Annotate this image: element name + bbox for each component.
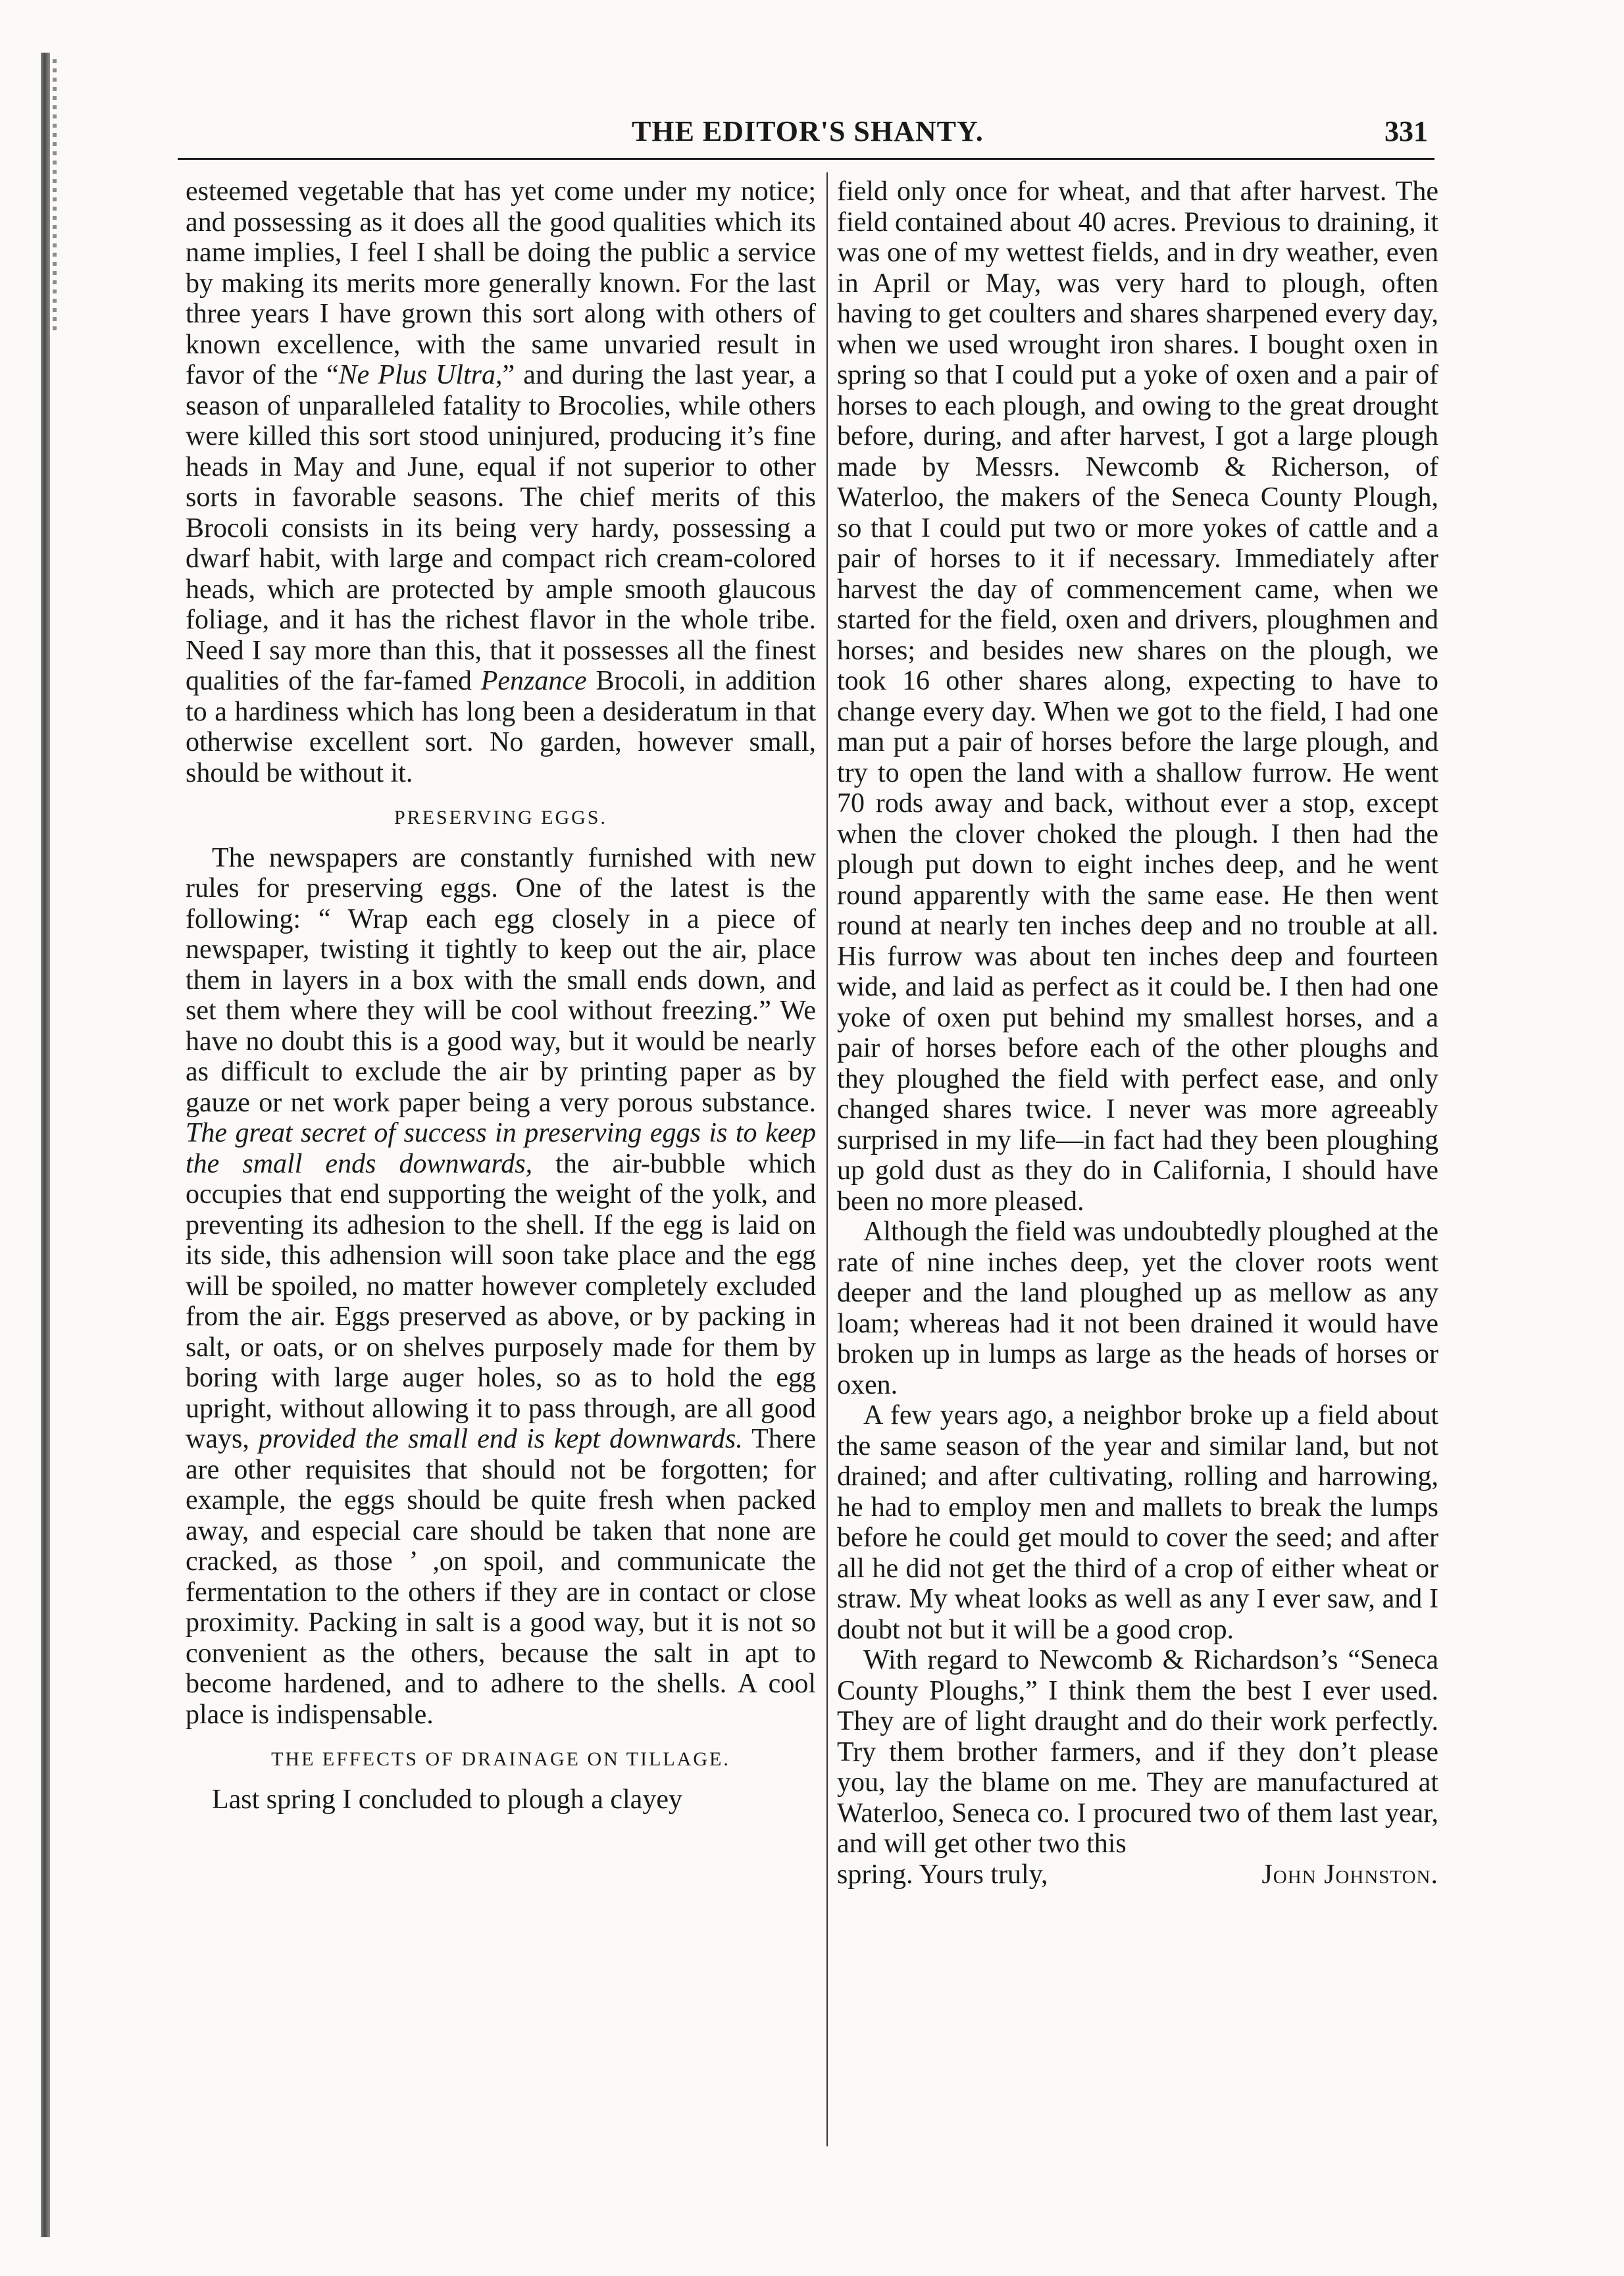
page-number: 331: [1384, 115, 1428, 147]
brocoli-paragraph: [186, 176, 816, 788]
column-divider: [826, 172, 828, 2146]
drainage-paragraph-2: Although the field was undoubtedly ploughed at the rate of nine inches deep, yet the clover roots went deeper and the land ploughed up as mellow as any loam; whereas had it not been drained it would have broken up in lumps as large as the heads of horses or oxen.: [837, 1217, 1438, 1400]
text-run: Brocoli, in addition to a hardiness which has long been a desideratum in that otherwise excellent sort. No garden, however small, should be without it.: [186, 666, 816, 788]
closing-words: spring. Yours truly,: [837, 1859, 1048, 1890]
running-header: [178, 112, 1434, 160]
right-column: [837, 176, 1438, 1890]
left-column: [186, 176, 816, 1815]
text-run: There are other requisites that should not be forgotten; for example, the eggs should be quite fresh when packed away, and especial care should be taken that none are cracked, as those ’ ,on spoil, and communicate the fermentation to the others if they are in contact or close proximity. Packing in salt is a good way, but it is not so convenient as the others, because the salt in apt to become hardened, and to adhere to the shells. A cool place is indispensable.: [186, 1424, 816, 1730]
drainage-paragraph-1: field only once for wheat, and that after harvest. The field contained about 40 acres. Previous to draining, it was one of my wettest fields, and in dry weather, even in April or May, was very hard to plough, often having to get coulters and shares sharpened every day, when we used wrought iron shares. I bought oxen in spring so that I could put a yoke of oxen and a pair of horses to each plough, and owing to the great drought before, during, and after harvest, I got a large plough made by Messrs. Newcomb & Richerson, of Waterloo, the makers of the Seneca County Plough, so that I could put two or more yokes of cattle and a pair of horses to it if necessary. Immediately after harvest the day of commencement came, when we started for the field, oxen and drivers, ploughmen and horses; and besides new shares on the plough, we took 16 other shares along, expecting to have to change every day. When we got to the field, I had one man put a pair of horses before the large plough, and try to open the land with a shallow furrow. He went 70 rods away and back, without ever a stop, except when the clover choked the plough. I then had the plough put down to eight inches deep, and he went round apparently with the same ease. He then went round at nearly ten inches deep and no trouble at all. His furrow was about ten inches deep and fourteen wide, and laid as perfect as it could be. I then had one yoke of oxen put behind my smallest horses, and a pair of horses before each of the other ploughs and they ploughed the field with perfect ease, and only changed shares twice. I never was more agreeably surprised in my life—in fact had they been ploughing up gold dust as they do in California, I should have been no more pleased.: [837, 176, 1438, 1217]
italic-run: Ne Plus Ultra,: [338, 360, 503, 390]
heading-preserving-eggs: PRESERVING EGGS.: [394, 807, 607, 828]
eggs-paragraph: [186, 843, 816, 1731]
running-title: THE EDITOR'S SHANTY.: [632, 115, 984, 147]
drainage-opening-line: Last spring I concluded to plough a clayey: [212, 1784, 682, 1815]
drainage-paragraph-4: With regard to Newcomb & Richardson’s “Seneca County Ploughs,” I think them the best I ever used. They are of light draught and do their work perfectly. Try them brother farmers, and if they don’t please you, lay the blame on me. They are manufactured at Waterloo, Seneca co. I procured two of them last year, and will get other two this: [837, 1645, 1438, 1859]
signature: John Johnston.: [1261, 1859, 1438, 1890]
signoff-line: [837, 1859, 1438, 1890]
heading-drainage: THE EFFECTS OF DRAINAGE ON TILLAGE.: [271, 1748, 730, 1770]
text-run: the air-bubble which occupies that end supporting the weight of the yolk, and preventing its adhesion to the shell. If the egg is laid on its side, this adhension will soon take place and the egg will be spoiled, no matter however completely excluded from the air. Eggs preserved as above, or by packing in salt, or oats, or on shelves purposely made for them by boring with large auger holes, so as to hold the egg upright, without allowing it to pass through, are all good ways,: [186, 1148, 816, 1454]
italic-run: The great secret of success in preserving eggs is to keep the small ends downwards,: [186, 1118, 816, 1179]
text-run: esteemed vegetable that has yet come under my notice; and possessing as it does all the good qualities which its name implies, I feel I shall be doing the public a service by making its merits more generally known. For the last three years I have grown this sort along with others of known excellence, with the same unvaried result in favor of the “: [186, 176, 816, 390]
text-run: The newspapers are constantly furnished with new rules for preserving eggs. One of the latest is the following: “ Wrap each egg closely in a piece of newspaper, twisting it tightly to keep out the air, place them in layers in a box with the small ends down, and set them where they will be cool without freezing.” We have no doubt this is a good way, but it would be nearly as difficult to exclude the air by printing paper as by gauze or net work paper being a very porous substance.: [186, 842, 816, 1118]
book-spine-shadow: [41, 53, 50, 2237]
drainage-paragraph-3: A few years ago, a neighbor broke up a field about the same season of the year and similar land, but not drained; and after cultivating, rolling and harrowing, he had to employ men and mallets to break the lumps before he could get mould to cover the seed; and after all he did not get the third of a crop of either wheat or straw. My wheat looks as well as any I ever saw, and I doubt not but it will be a good crop.: [837, 1400, 1438, 1645]
italic-run: provided the small end is kept downwards.: [258, 1424, 743, 1454]
italic-run: Penzance: [480, 666, 587, 696]
text-run: ” and during the last year, a season of unparalleled fatality to Brocolies, while others were killed this sort stood uninjured, producing it’s fine heads in May and June, equal if not superior to other sorts in favorable seasons. The chief merits of this Brocoli consists in its being very hardy, possessing a dwarf habit, with large and compact rich cream-colored heads, which are protected by ample smooth glaucous foliage, and it has the richest flavor in the whole tribe. Need I say more than this, that it possesses all the finest qualities of the far-famed: [186, 360, 816, 696]
binding-edge: [53, 59, 57, 336]
